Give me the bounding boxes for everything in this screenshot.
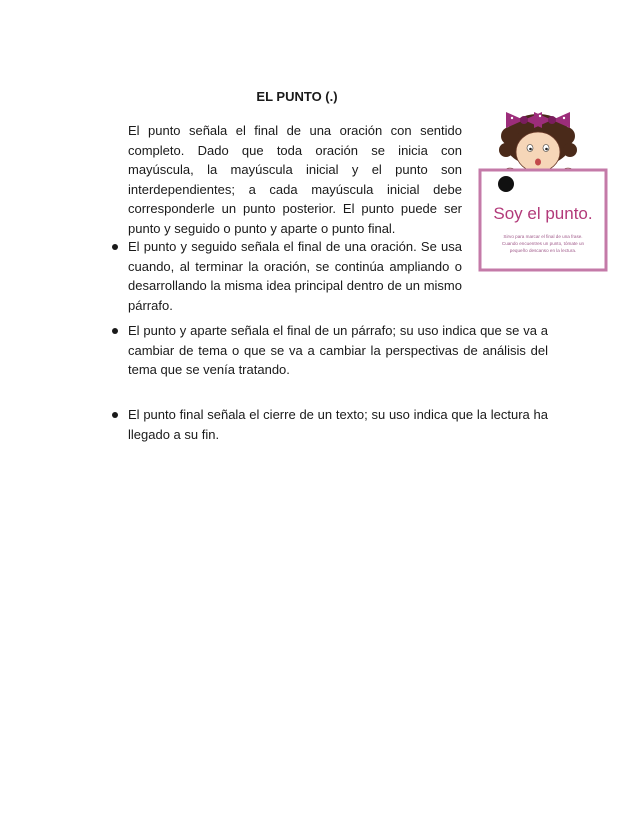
intro-paragraph: El punto señala el final de una oración con sentido completo. Dado que toda oración se inicia con mayúscula, la mayúscula inicial y el punto son interdependientes; a cada mayúscula inicial debe corresponderle un punto posterior. El punto puede ser punto y seguido o punto y aparte o punto final. (128, 123, 462, 236)
page-title: EL PUNTO (.) (256, 89, 338, 104)
sign-caption-line: Sirvo para marcar el final de una frase. (503, 234, 583, 239)
bullet-punto-final: El punto final señala el cierre de un texto; su uso indica que la lectura ha llegado a su fin. (128, 407, 548, 442)
bullet-marker (112, 328, 118, 334)
sign-caption-line: Cuando encuentres un punto, tómate un (501, 241, 585, 246)
bullet-marker (112, 412, 118, 418)
bullet-punto-y-aparte: El punto y aparte señala el final de un párrafo; su uso indica que se va a cambiar de tema o que se va a cambiar la perspectivas de análisis del tema que se venía tratando. (128, 323, 548, 377)
bullet-marker (112, 244, 118, 250)
girl-face (516, 132, 560, 172)
dot-icon (498, 176, 514, 192)
bullet-punto-y-seguido: El punto y seguido señala el final de una oración. Se usa cuando, al terminar la oración, se continúa ampliando o desarrollando la misma idea principal dentro de un mismo párrafo. (128, 239, 462, 313)
sign-caption-line: pequeño descanso en la lectura. (509, 248, 577, 253)
soy-el-punto-illustration (476, 106, 610, 272)
sign-title: Soy el punto. (493, 204, 593, 223)
